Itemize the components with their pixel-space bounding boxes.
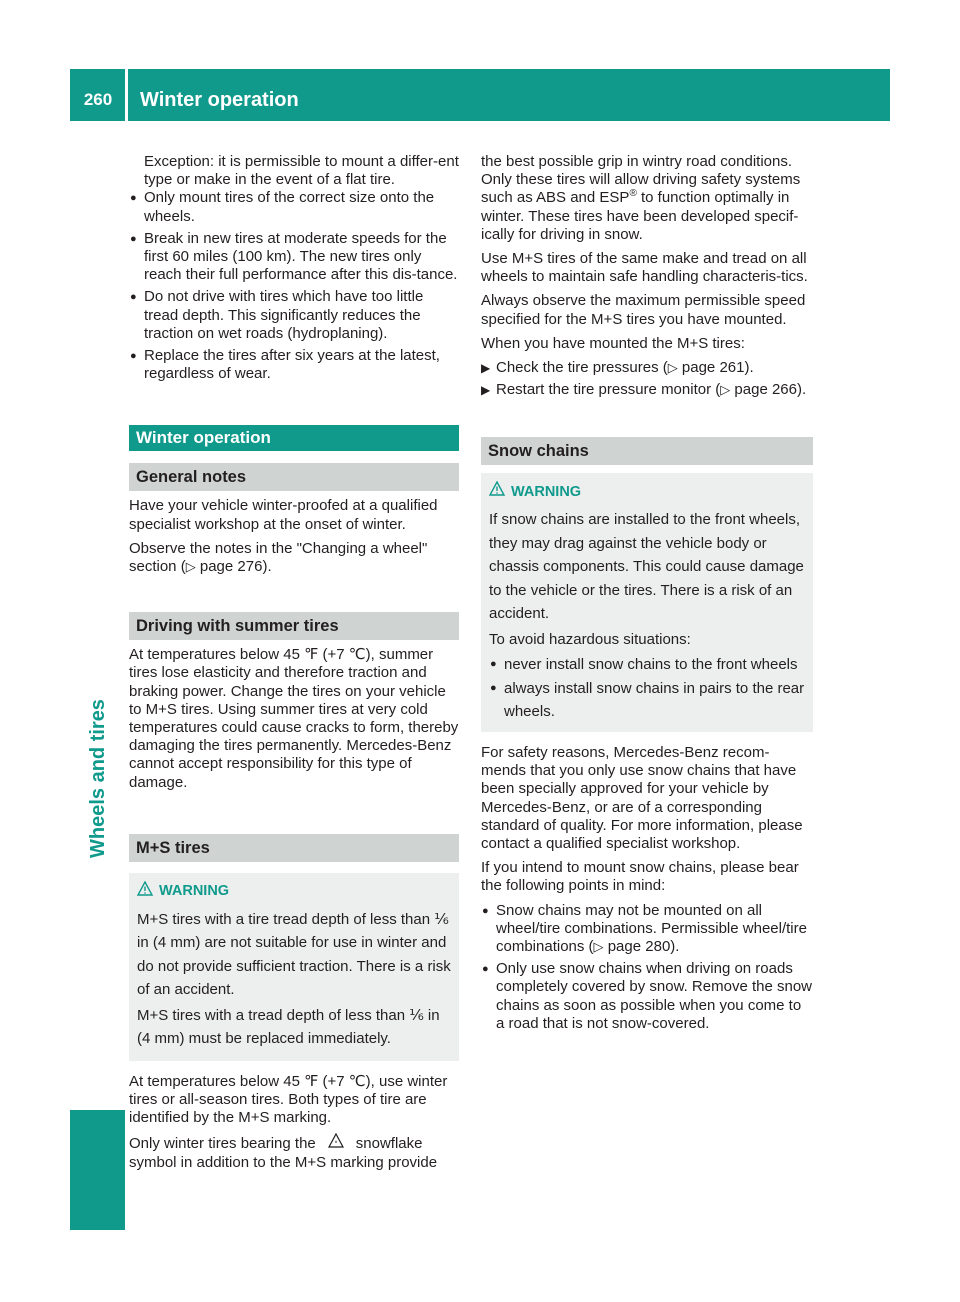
header-divider [125, 69, 128, 121]
step-arrow-icon: ▶ [481, 361, 491, 376]
warning-text: M+S tires with a tire tread depth of less than ⅙ in (4 mm) are not suitable for use in winter and do not provide sufficient traction. There is a risk of an accident. [137, 910, 451, 999]
bullet-icon: ● [482, 963, 489, 976]
page-number: 260 [83, 90, 113, 109]
bullet-icon: ● [490, 658, 497, 671]
svg-text:*: * [334, 1140, 338, 1148]
tire-bullet-list [129, 189, 459, 383]
step-arrow-icon: ▶ [481, 383, 491, 398]
intro-paragraph: Exception: it is permissible to mount a differ-ent type or make in the event of a flat tire. [144, 153, 459, 189]
right-column [481, 153, 813, 1037]
page-reference-link[interactable]: page 261 [681, 359, 745, 377]
warning-text: M+S tires with a tread depth of less than ⅙ in (4 mm) must be replaced immediately. [137, 1006, 440, 1048]
bullet-icon: ● [130, 350, 137, 363]
ms-warning-box [129, 873, 459, 1061]
list-item: ● Do not drive with tires which have too little tread depth. This significantly reduces the traction on wet roads (hydroplaning). [130, 288, 424, 342]
ms-tires-paragraph: At temperatures below 45 ℉ (+7 ℃), use winter tires or all-season tires. Both types of tire are identified by the M+S marking. [129, 1072, 448, 1127]
subheading-general-notes: General notes [129, 463, 459, 491]
warning-text: To avoid hazardous situations: [489, 630, 691, 648]
subheading-ms-tires: M+S tires [129, 834, 459, 862]
warning-triangle-icon [137, 881, 159, 902]
page-ref-arrow-icon: ▷ [667, 360, 678, 376]
page-reference-link[interactable]: page 276 [199, 558, 263, 576]
warning-triangle-icon [489, 481, 511, 502]
bullet-icon: ● [130, 192, 137, 205]
list-item: ● always install snow chains in pairs to the rear wheels. [489, 677, 805, 724]
list-item: ● Break in new tires at moderate speeds for the first 60 miles (100 km). The new tires only reach their full performance after this dis-tance. [130, 229, 458, 284]
max-speed-paragraph: Always observe the maximum permissible speed specified for the M+S tires you have mounted. [481, 292, 806, 328]
chapter-side-tab [70, 1110, 125, 1230]
snow-chains-warning-box [481, 473, 813, 732]
same-tread-paragraph: Use M+S tires of the same make and tread on all wheels to maintain safe handling characteris-tics. [481, 250, 808, 286]
section-heading-winter-operation: Winter operation [129, 425, 459, 451]
warning-text: If snow chains are installed to the front wheels, they may drag against the vehicle body or chassis components. This could cause damage to the vehicle or the tires. There is a risk of an accident. [489, 511, 804, 623]
warning-bullet-list [489, 653, 805, 724]
warning-heading: WARNING [137, 881, 451, 902]
bullet-icon: ● [130, 291, 137, 304]
winter-tires-paragraph: the best possible grip in wintry road conditions. Only these tires will allow driving safety systems such as ABS and ESP® to function optimally in winter. These tires have been developed specif-ically for driving in snow. [481, 153, 801, 243]
chains-safety-paragraph: For safety reasons, Mercedes-Benz recom-mends that you only use snow chains that have been specially approved for your vehicle by Mercedes-Benz, or are of a corresponding standard of quality. For more information, please contact a qualified specialist workshop. [481, 743, 803, 852]
subheading-summer-tires: Driving with summer tires [129, 612, 459, 640]
page-ref-arrow-icon: ▷ [593, 938, 604, 954]
instruction-step: ▶ Check the tire pressures (▷ page 261). [481, 359, 754, 377]
list-item: ● Snow chains may not be mounted on all wheel/tire combinations. Permissible wheel/tire combinations (▷ page 280). [482, 901, 807, 955]
general-notes-paragraph: Have your vehicle winter-proofed at a qualified specialist workshop at the onset of winter. [129, 497, 438, 533]
bullet-icon: ● [490, 681, 497, 694]
chapter-side-label: Wheels and tires [87, 699, 109, 858]
snowflake-paragraph: Only winter tires bearing the * snowflake symbol in addition to the M+S marking provide [129, 1135, 438, 1171]
list-item: ● Only mount tires of the correct size onto the wheels. [130, 189, 435, 225]
bullet-icon: ● [482, 904, 489, 917]
instruction-step: ▶ Restart the tire pressure monitor (▷ page 266). [481, 381, 807, 399]
snowflake-mountain-icon [316, 1133, 356, 1152]
bullet-icon: ● [130, 232, 137, 245]
general-notes-reference: Observe the notes in the "Changing a wheel" section (▷ page 276). [129, 539, 428, 576]
left-column [129, 153, 459, 1178]
list-item: ● Only use snow chains when driving on roads completely covered by snow. Remove the snow chains as soon as possible when you come to a road that is not snow-covered. [482, 960, 812, 1032]
page-reference-link[interactable]: page 266 [734, 381, 797, 399]
page-ref-arrow-icon: ▷ [720, 382, 731, 398]
list-item: ● never install snow chains to the front wheels [489, 653, 805, 677]
summer-tires-paragraph: At temperatures below 45 ℉ (+7 ℃), summer tires lose elasticity and therefore traction and braking power. Change the tires on your vehicle to M+S tires. Using summer tires at very cold temperatures could cause cracks to form, thereby damaging the tires permanently. Mercedes-Benz cannot accept responsibility for this type of damage. [129, 646, 459, 791]
page-title: Winter operation [140, 89, 299, 111]
chains-points-paragraph: If you intend to mount snow chains, please bear the following points in mind: [481, 859, 799, 895]
page-reference-link[interactable]: page 280 [607, 937, 671, 955]
subheading-snow-chains: Snow chains [481, 437, 813, 465]
list-item: ● Replace the tires after six years at the latest, regardless of wear. [130, 347, 440, 383]
warning-heading: WARNING [489, 481, 805, 502]
mounted-paragraph: When you have mounted the M+S tires: [481, 334, 745, 352]
chains-bullet-list [481, 902, 813, 1033]
page-ref-arrow-icon: ▷ [185, 559, 196, 575]
